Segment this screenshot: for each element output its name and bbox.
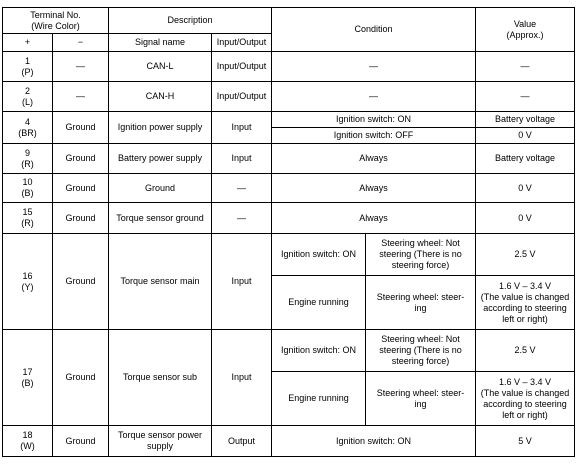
header-value: Value (Approx.) <box>476 8 575 52</box>
signal-cell: CAN-H <box>109 82 212 112</box>
terminal-cell: 2 (L) <box>3 82 53 112</box>
table-row <box>3 330 575 372</box>
header-signal-name: Signal name <box>109 34 212 52</box>
terminal-cell: 1 (P) <box>3 52 53 82</box>
condition-detail-cell: Steering wheel: Not steering (There is no steering force) <box>366 330 476 372</box>
terminal-cell: 18 (W) <box>3 426 53 457</box>
terminal-cell: 17 (B) <box>3 330 53 426</box>
signal-cell: Torque sensor sub <box>109 330 212 426</box>
condition-cell: — <box>272 52 476 82</box>
table-row <box>3 112 575 128</box>
signal-cell: Battery power supply <box>109 144 212 174</box>
condition-cell: Always <box>272 174 476 203</box>
minus-cell: — <box>53 82 109 112</box>
header-io: Input/Output <box>212 34 272 52</box>
signal-cell: Torque sensor main <box>109 234 212 330</box>
io-cell: Input <box>212 144 272 174</box>
terminal-cell: 16 (Y) <box>3 234 53 330</box>
minus-cell: Ground <box>53 426 109 457</box>
header-terminal: Terminal No. (Wire Color) <box>3 8 109 34</box>
condition-detail-cell: Steering wheel: Not steering (There is no steering force) <box>366 234 476 276</box>
condition-state-cell: Engine running <box>272 276 366 330</box>
header-plus: + <box>3 34 53 52</box>
condition-detail-cell: Steering wheel: steer- ing <box>366 372 476 426</box>
io-cell: — <box>212 203 272 234</box>
signal-cell: Torque sensor power supply <box>109 426 212 457</box>
terminal-cell: 10 (B) <box>3 174 53 203</box>
value-cell: 1.6 V – 3.4 V (The value is changed according to steering left or right) <box>476 276 575 330</box>
condition-cell: Always <box>272 203 476 234</box>
minus-cell: Ground <box>53 144 109 174</box>
io-cell: — <box>212 174 272 203</box>
value-cell: 5 V <box>476 426 575 457</box>
minus-cell: Ground <box>53 234 109 330</box>
terminal-cell: 9 (R) <box>3 144 53 174</box>
value-cell: Battery voltage <box>476 144 575 174</box>
table-row <box>3 144 575 174</box>
minus-cell: Ground <box>53 174 109 203</box>
value-cell: 0 V <box>476 203 575 234</box>
condition-cell: — <box>272 82 476 112</box>
minus-cell: Ground <box>53 330 109 426</box>
io-cell: Input <box>212 112 272 144</box>
io-cell: Input/Output <box>212 82 272 112</box>
io-cell: Input/Output <box>212 52 272 82</box>
io-cell: Output <box>212 426 272 457</box>
value-cell: Battery voltage <box>476 112 575 128</box>
value-cell: 2.5 V <box>476 234 575 276</box>
table-row <box>3 426 575 457</box>
table-row <box>3 174 575 203</box>
table-row <box>3 82 575 112</box>
value-cell: — <box>476 52 575 82</box>
value-cell: 0 V <box>476 174 575 203</box>
value-cell: 2.5 V <box>476 330 575 372</box>
value-cell: — <box>476 82 575 112</box>
table-row <box>3 203 575 234</box>
terminal-cell: 4 (BR) <box>3 112 53 144</box>
signal-cell: CAN-L <box>109 52 212 82</box>
condition-cell: Ignition switch: ON <box>272 112 476 128</box>
value-cell: 0 V <box>476 128 575 144</box>
condition-cell: Ignition switch: OFF <box>272 128 476 144</box>
terminal-spec-table <box>2 7 575 457</box>
header-condition: Condition <box>272 8 476 52</box>
io-cell: Input <box>212 234 272 330</box>
condition-cell: Always <box>272 144 476 174</box>
condition-cell: Ignition switch: ON <box>272 426 476 457</box>
terminal-cell: 15 (R) <box>3 203 53 234</box>
signal-cell: Torque sensor ground <box>109 203 212 234</box>
io-cell: Input <box>212 330 272 426</box>
condition-state-cell: Engine running <box>272 372 366 426</box>
minus-cell: — <box>53 52 109 82</box>
minus-cell: Ground <box>53 112 109 144</box>
condition-state-cell: Ignition switch: ON <box>272 234 366 276</box>
signal-cell: Ground <box>109 174 212 203</box>
table-row <box>3 52 575 82</box>
table-row <box>3 234 575 276</box>
value-cell: 1.6 V – 3.4 V (The value is changed according to steering left or right) <box>476 372 575 426</box>
signal-cell: Ignition power supply <box>109 112 212 144</box>
header-minus: − <box>53 34 109 52</box>
minus-cell: Ground <box>53 203 109 234</box>
condition-state-cell: Ignition switch: ON <box>272 330 366 372</box>
condition-detail-cell: Steering wheel: steer- ing <box>366 276 476 330</box>
header-description: Description <box>109 8 272 34</box>
